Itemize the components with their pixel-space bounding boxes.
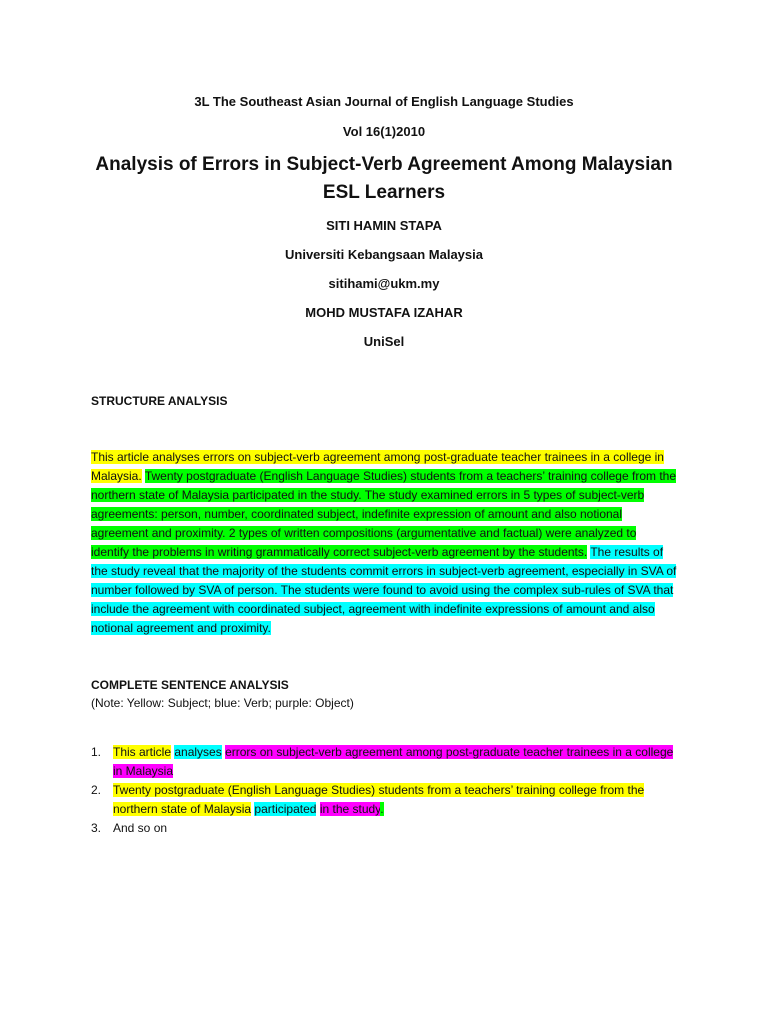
subject-highlight: Twenty postgraduate (English Language Studies) students from a teachers’ training college from the northern state of Malaysia	[113, 783, 645, 816]
subject-highlight: This article	[113, 745, 172, 759]
color-note: (Note: Yellow: Subject; blue: Verb; purple: Object)	[91, 696, 354, 710]
list-number: 1.	[91, 745, 102, 759]
article-title: Analysis of Errors in Subject-Verb Agreement Among Malaysian ESL Learners	[95, 154, 673, 203]
volume-label: Vol 16(1)2010	[342, 124, 426, 139]
structure-analysis-heading: STRUCTURE ANALYSIS	[91, 394, 228, 408]
highlight-segment-green: Twenty postgraduate (English Language Studies) students from a teachers’ training college from the northern state of Malaysia participated in the study. The study examined errors in 5 types of subject-verb agreements: person, number, coordinated subject, indefinite expression of amount and also notional agreement and proximity. 2 types of written compositions (argumentative and factual) were analyzed to identify the problems in writing grammatically correct subject-verb agreement by the students.	[91, 469, 677, 559]
journal-name: 3L The Southeast Asian Journal of English Language Studies	[194, 94, 574, 109]
list-item-2	[91, 781, 677, 819]
author-2-affiliation: UniSel	[363, 334, 405, 349]
punctuation-highlight: .	[380, 802, 384, 816]
list-item-1	[91, 743, 677, 781]
structure-analysis-paragraph	[91, 448, 677, 638]
author-1-email: sitihami@ukm.my	[328, 276, 440, 291]
complete-sentence-analysis-heading: COMPLETE SENTENCE ANALYSIS	[91, 678, 289, 692]
list-number: 2.	[91, 783, 102, 797]
highlight-segment-cyan: The results of the study reveal that the majority of the students commit errors in subject-verb agreement, especially in SVA of number followed by SVA of person. The students were found to avoid using the complex sub-rules of SVA that include the agreement with coordinated subject, agreement with indefinite expressions of amount and also notional agreement and proximity.	[91, 545, 677, 635]
highlight-segment-yellow: This article analyses errors on subject-verb agreement among post-graduate teacher trainees in a college in Malaysia.	[91, 450, 664, 483]
list-number: 3.	[91, 821, 102, 835]
verb-highlight: analyses	[174, 745, 222, 759]
object-highlight: in the study	[319, 802, 381, 816]
sentence-analysis-list	[91, 743, 677, 838]
list-item-3	[91, 819, 677, 838]
object-highlight: errors on subject-verb agreement among post-graduate teacher trainees in a college in Malaysia	[113, 745, 674, 778]
list-text: And so on	[113, 821, 168, 835]
author-1: SITI HAMIN STAPA	[326, 218, 442, 233]
author-2: MOHD MUSTAFA IZAHAR	[305, 305, 463, 320]
verb-highlight: participated	[254, 802, 317, 816]
author-1-affiliation: Universiti Kebangsaan Malaysia	[285, 247, 483, 262]
